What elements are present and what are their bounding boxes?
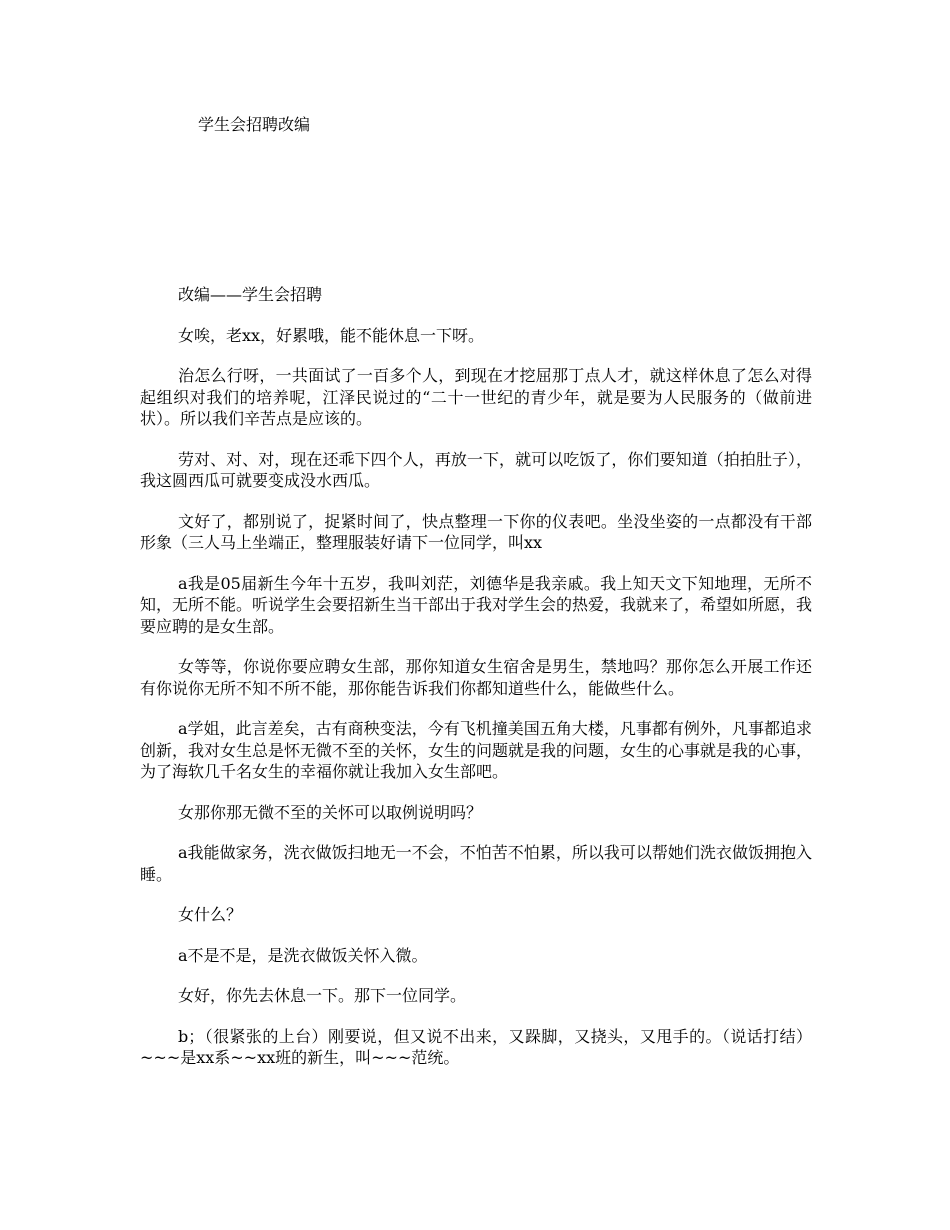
paragraph: 女什么？ <box>178 905 243 924</box>
paragraph: 女等等，你说你要应聘女生部，那你知道女生宿舍是男生，禁地吗？那你怎么开展工作还有你说你无所不知不所不能，那你能告诉我们你都知道些什么，能做些什么。 <box>140 657 812 698</box>
document-body <box>140 284 812 1088</box>
paragraph: 女唉，老xx，好累哦，能不能休息一下呀。 <box>178 325 485 345</box>
paragraph: 劳对、对、对，现在还乖下四个人，再放一下，就可以吃饭了，你们要知道（拍拍肚子），我这圆西瓜可就要变成没水西瓜。 <box>140 449 812 490</box>
paragraph: a我能做家务，洗衣做饭扫地无一不会，不怕苦不怕累，所以我可以帮她们洗衣做饭拥抱入睡。 <box>140 843 812 884</box>
paragraph: 女好，你先去休息一下。那下一位同学。 <box>178 986 467 1005</box>
paragraph: b；（很紧张的上台）刚要说，但又说不出来，又跺脚，又挠头，又甩手的。（说话打结）~~~是xx系~~xx班的新生，叫~~~范统。 <box>140 1026 812 1067</box>
paragraph: a学姐，此言差矣，古有商秧变法，今有飞机撞美国五角大楼，凡事都有例外，凡事都追求创新，我对女生总是怀无微不至的关怀，女生的问题就是我的问题，女生的心事就是我的心事，为了海软几千名女生的幸福你就让我加入女生部吧。 <box>140 719 813 781</box>
paragraph: a不是不是，是洗衣做饭关怀入微。 <box>178 945 428 965</box>
paragraph: 治怎么行呀，一共面试了一百多个人，到现在才挖屈那丁点人才，就这样休息了怎么对得起组织对我们的培养呢，江泽民说过的“二十一世纪的青少年，就是要为人民服务的（做前进状）。所以我们辛苦点是应该的。 <box>140 366 812 428</box>
paragraph: 文好了，都别说了，捉紧时间了，快点整理一下你的仪表吧。坐没坐姿的一点都没有干部形象（三人马上坐端正，整理服装好请下一位同学，叫xx <box>140 511 812 552</box>
document-title: 学生会招聘改编 <box>198 115 311 134</box>
paragraph: 女那你那无微不至的关怀可以取例说明吗？ <box>178 802 483 822</box>
paragraph-heading: 改编——学生会招聘 <box>178 285 323 304</box>
paragraph: a我是05届新生今年十五岁，我叫刘茫，刘德华是我亲戚。我上知天文下知地理，无所不知，无所不能。听说学生会要招新生当干部出于我对学生会的热爱，我就来了，希望如所愿，我要应聘的是女生部。 <box>140 573 813 636</box>
